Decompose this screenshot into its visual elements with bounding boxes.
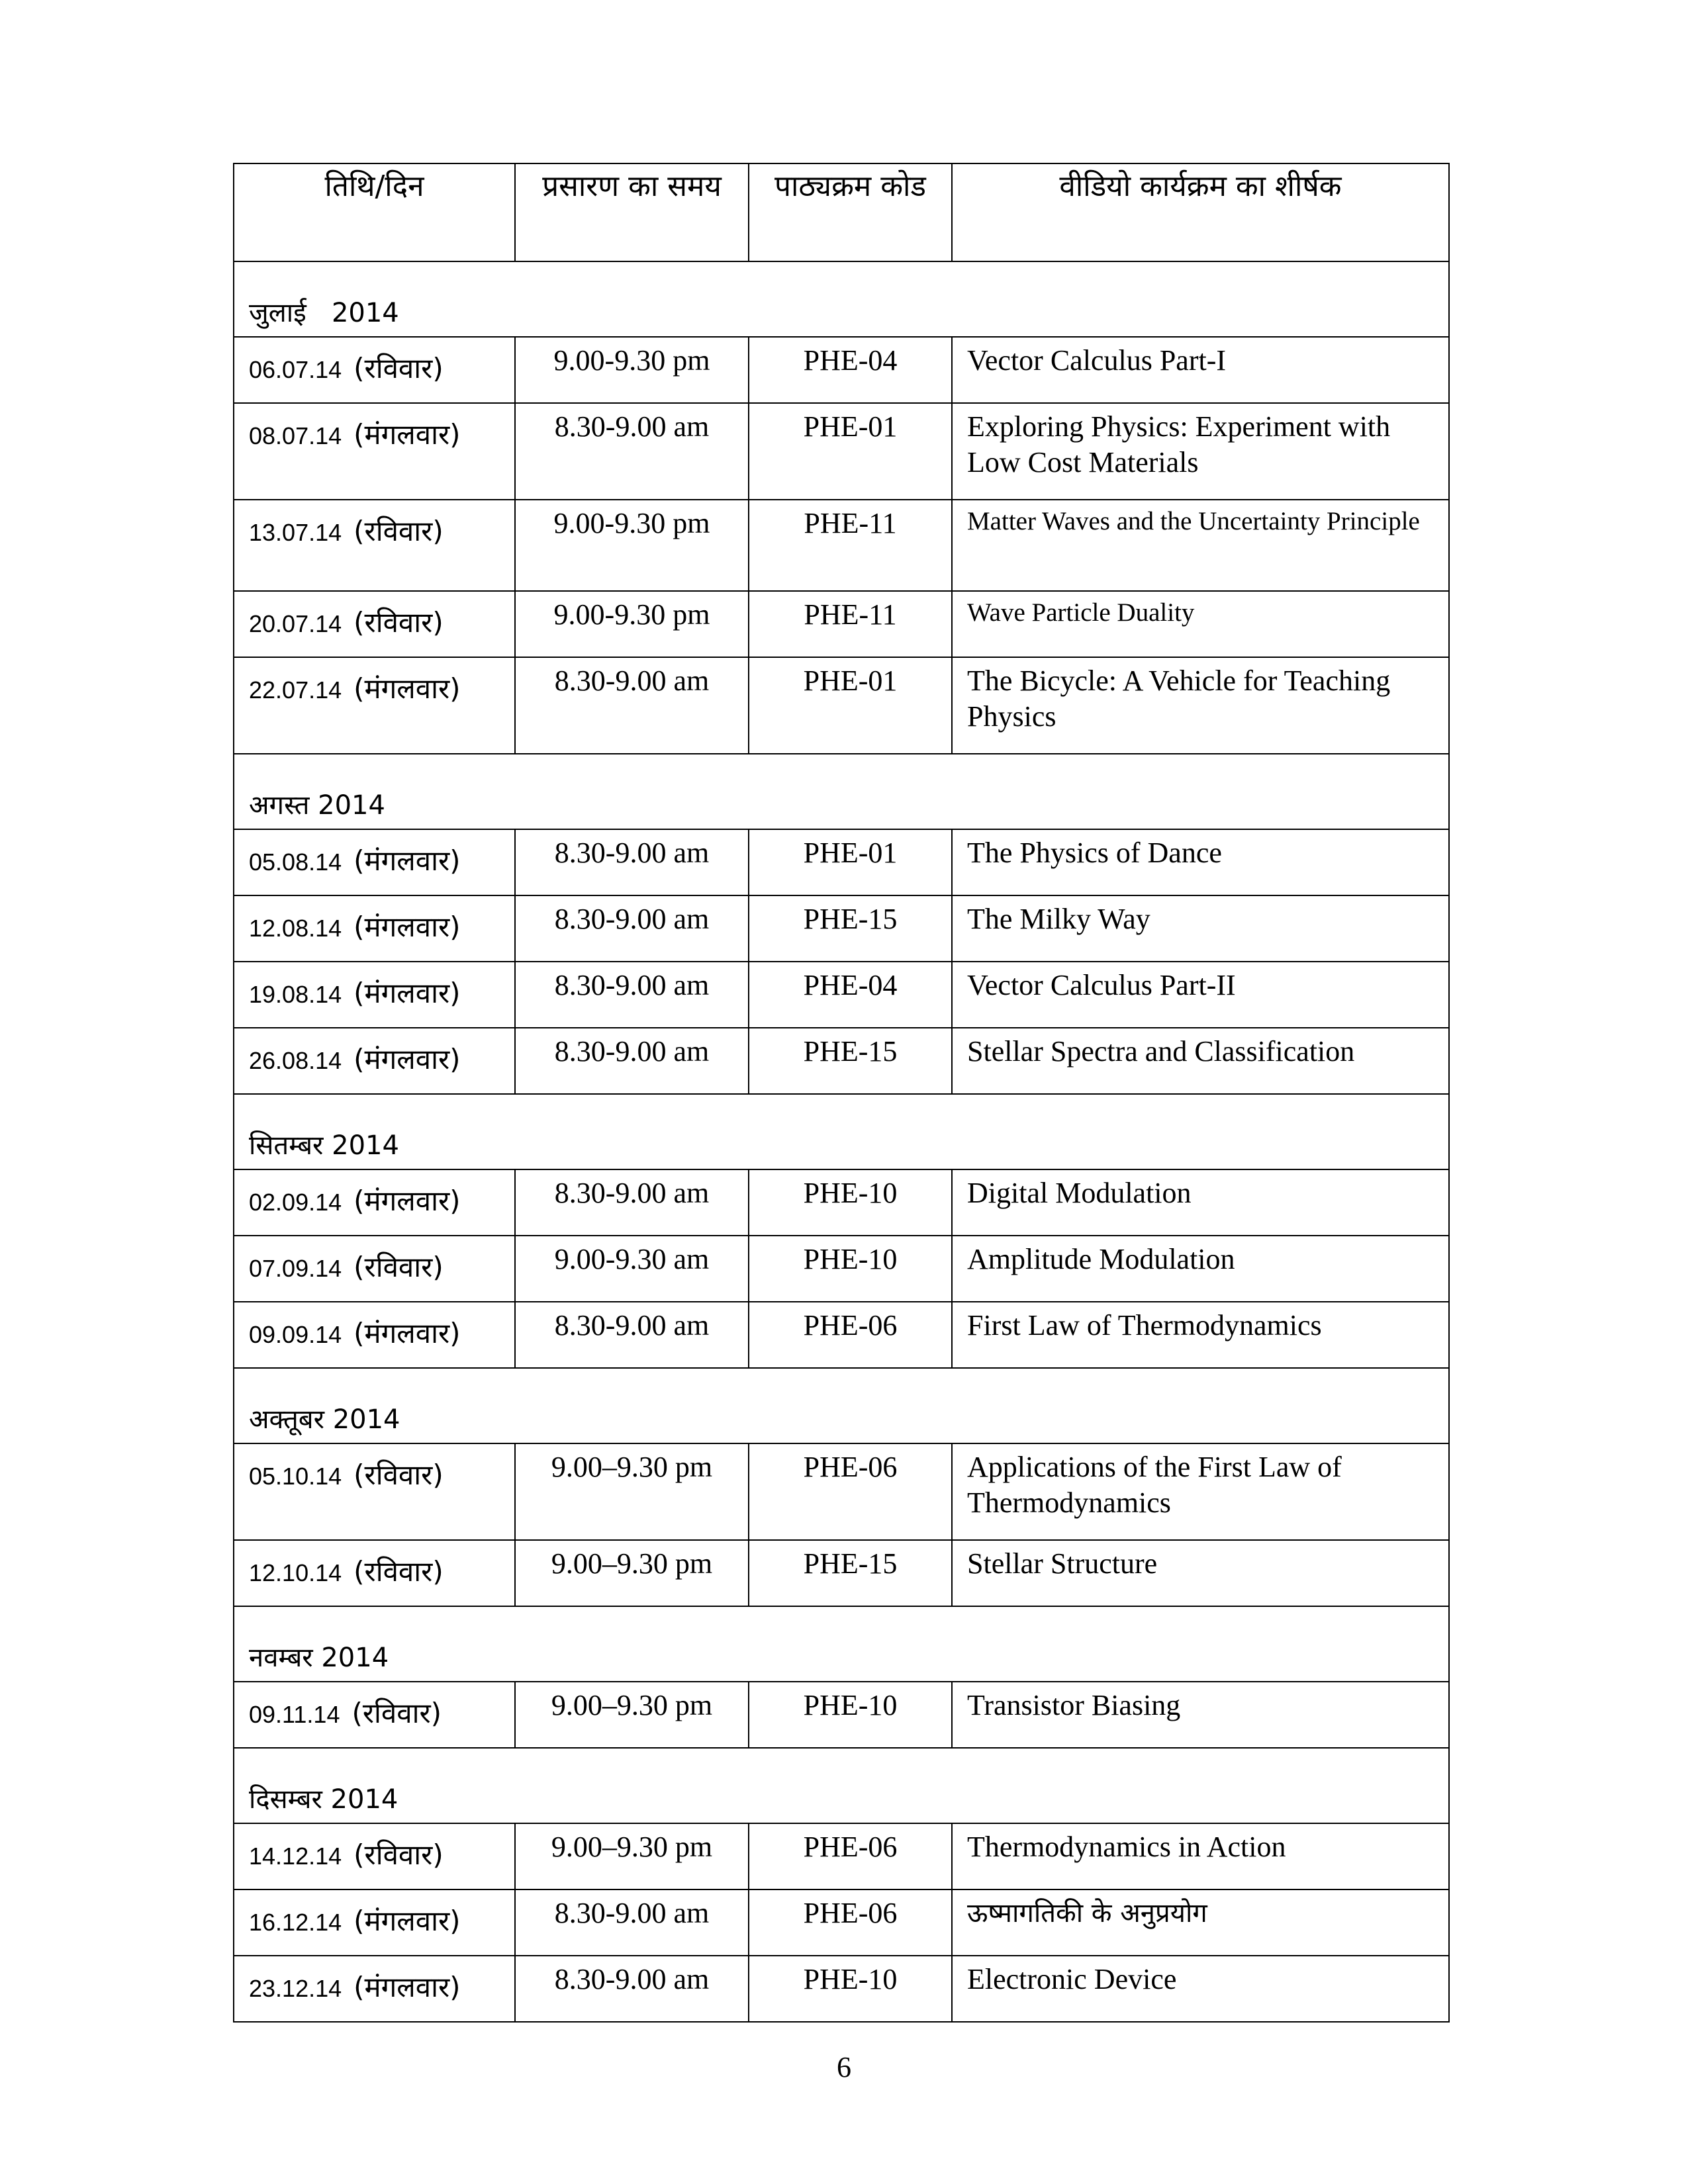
time-cell: 8.30-9.00 am: [515, 1889, 749, 1956]
table-row: [234, 962, 1449, 1028]
code-cell: PHE-04: [749, 337, 952, 403]
month-label: जुलाई 2014: [234, 261, 1449, 337]
date-cell: [234, 1169, 515, 1236]
time-cell: 9.00–9.30 pm: [515, 1540, 749, 1606]
date-value: 23.12.14: [249, 1975, 342, 2002]
time-cell: 9.00-9.30 pm: [515, 591, 749, 657]
date-value: 20.07.14: [249, 610, 342, 637]
day-value: (रविवार): [352, 1697, 442, 1729]
time-cell: 9.00-9.30 pm: [515, 500, 749, 591]
title-cell: The Bicycle: A Vehicle for Teaching Physics: [952, 657, 1449, 754]
date-value: 09.11.14: [249, 1701, 340, 1728]
day-value: (रविवार): [353, 352, 444, 385]
day-value: (रविवार): [353, 1251, 444, 1283]
code-cell: PHE-10: [749, 1236, 952, 1302]
table-row: [234, 1823, 1449, 1889]
month-row-september: [234, 1094, 1449, 1169]
table-row: [234, 1956, 1449, 2022]
title-cell: Exploring Physics: Experiment with Low Cost Materials: [952, 403, 1449, 500]
time-cell: 8.30-9.00 am: [515, 1028, 749, 1094]
day-value: (मंगलवार): [353, 1185, 461, 1217]
month-row-november: [234, 1606, 1449, 1682]
time-cell: 9.00–9.30 pm: [515, 1443, 749, 1540]
date-value: 05.08.14: [249, 848, 342, 876]
day-value: (रविवार): [353, 1459, 444, 1491]
month-row-july: [234, 261, 1449, 337]
title-cell: Vector Calculus Part-II: [952, 962, 1449, 1028]
date-value: 22.07.14: [249, 676, 342, 704]
date-cell: [234, 1236, 515, 1302]
date-value: 09.09.14: [249, 1321, 342, 1348]
date-value: 05.10.14: [249, 1463, 342, 1490]
code-cell: PHE-01: [749, 403, 952, 500]
month-row-august: [234, 754, 1449, 829]
day-value: (मंगलवार): [353, 1043, 461, 1075]
table-row: [234, 829, 1449, 895]
code-cell: PHE-10: [749, 1169, 952, 1236]
title-cell: The Physics of Dance: [952, 829, 1449, 895]
date-cell: [234, 1889, 515, 1956]
date-cell: [234, 962, 515, 1028]
title-cell: Transistor Biasing: [952, 1682, 1449, 1748]
code-cell: PHE-10: [749, 1682, 952, 1748]
table-row: [234, 591, 1449, 657]
time-cell: 9.00–9.30 pm: [515, 1823, 749, 1889]
table-row: [234, 657, 1449, 754]
date-cell: [234, 1956, 515, 2022]
title-cell: First Law of Thermodynamics: [952, 1302, 1449, 1368]
table-row: [234, 1169, 1449, 1236]
code-cell: PHE-15: [749, 895, 952, 962]
title-cell: Thermodynamics in Action: [952, 1823, 1449, 1889]
title-cell: ऊष्मागतिकी के अनुप्रयोग: [952, 1889, 1449, 1956]
header-video-title: वीडियो कार्यक्रम का शीर्षक: [952, 163, 1449, 261]
table-row: [234, 1028, 1449, 1094]
date-cell: [234, 1028, 515, 1094]
table-row: [234, 337, 1449, 403]
time-cell: 8.30-9.00 am: [515, 962, 749, 1028]
time-cell: 8.30-9.00 am: [515, 657, 749, 754]
date-cell: [234, 895, 515, 962]
day-value: (रविवार): [353, 1839, 444, 1871]
date-value: 26.08.14: [249, 1047, 342, 1074]
month-label: नवम्बर 2014: [234, 1606, 1449, 1682]
table-row: [234, 895, 1449, 962]
code-cell: PHE-04: [749, 962, 952, 1028]
date-value: 08.07.14: [249, 422, 342, 449]
table-row: [234, 1236, 1449, 1302]
table-header-row: [234, 163, 1449, 261]
code-cell: PHE-06: [749, 1302, 952, 1368]
time-cell: 8.30-9.00 am: [515, 895, 749, 962]
time-cell: 9.00-9.30 am: [515, 1236, 749, 1302]
code-cell: PHE-11: [749, 591, 952, 657]
code-cell: PHE-15: [749, 1540, 952, 1606]
time-cell: 9.00–9.30 pm: [515, 1682, 749, 1748]
day-value: (रविवार): [353, 1555, 444, 1588]
title-cell: Stellar Spectra and Classification: [952, 1028, 1449, 1094]
time-cell: 8.30-9.00 am: [515, 1169, 749, 1236]
date-cell: [234, 829, 515, 895]
day-value: (रविवार): [353, 606, 444, 639]
code-cell: PHE-06: [749, 1823, 952, 1889]
date-cell: [234, 1682, 515, 1748]
day-value: (मंगलवार): [353, 911, 461, 943]
date-value: 14.12.14: [249, 1843, 342, 1870]
table-row: [234, 1540, 1449, 1606]
month-label: सितम्बर 2014: [234, 1094, 1449, 1169]
day-value: (मंगलवार): [353, 844, 461, 877]
date-cell: [234, 403, 515, 500]
table-row: [234, 500, 1449, 591]
date-value: 16.12.14: [249, 1909, 342, 1936]
table-row: [234, 1443, 1449, 1540]
broadcast-schedule-table: [233, 163, 1450, 2023]
month-row-december: [234, 1748, 1449, 1823]
title-cell: Wave Particle Duality: [952, 591, 1449, 657]
day-value: (मंगलवार): [353, 977, 461, 1009]
date-cell: [234, 1443, 515, 1540]
time-cell: 8.30-9.00 am: [515, 1302, 749, 1368]
date-value: 19.08.14: [249, 981, 342, 1008]
header-date-day: तिथि/दिन: [234, 163, 515, 261]
date-cell: [234, 500, 515, 591]
code-cell: PHE-01: [749, 829, 952, 895]
time-cell: 9.00-9.30 pm: [515, 337, 749, 403]
date-value: 12.08.14: [249, 915, 342, 942]
code-cell: PHE-06: [749, 1443, 952, 1540]
title-cell: The Milky Way: [952, 895, 1449, 962]
date-cell: [234, 1823, 515, 1889]
day-value: (मंगलवार): [353, 672, 461, 705]
day-value: (मंगलवार): [353, 418, 461, 451]
date-cell: [234, 1540, 515, 1606]
date-cell: [234, 591, 515, 657]
date-cell: [234, 337, 515, 403]
title-cell: Matter Waves and the Uncertainty Principle: [952, 500, 1449, 591]
code-cell: PHE-10: [749, 1956, 952, 2022]
title-cell: Vector Calculus Part-I: [952, 337, 1449, 403]
table-row: [234, 1682, 1449, 1748]
time-cell: 8.30-9.00 am: [515, 1956, 749, 2022]
day-value: (मंगलवार): [353, 1971, 461, 2003]
header-broadcast-time: प्रसारण का समय: [515, 163, 749, 261]
page-number: 6: [837, 2051, 851, 2083]
time-cell: 8.30-9.00 am: [515, 829, 749, 895]
title-cell: Electronic Device: [952, 1956, 1449, 2022]
month-label: अगस्त 2014: [234, 754, 1449, 829]
date-value: 06.07.14: [249, 356, 342, 383]
title-cell: Digital Modulation: [952, 1169, 1449, 1236]
month-label: दिसम्बर 2014: [234, 1748, 1449, 1823]
date-value: 13.07.14: [249, 519, 342, 546]
header-course-code: पाठ्यक्रम कोड: [749, 163, 952, 261]
table-row: [234, 403, 1449, 500]
code-cell: PHE-15: [749, 1028, 952, 1094]
date-value: 07.09.14: [249, 1255, 342, 1282]
code-cell: PHE-06: [749, 1889, 952, 1956]
code-cell: PHE-11: [749, 500, 952, 591]
date-cell: [234, 657, 515, 754]
title-cell: Applications of the First Law of Thermodynamics: [952, 1443, 1449, 1540]
day-value: (रविवार): [353, 515, 444, 547]
date-value: 12.10.14: [249, 1559, 342, 1586]
date-cell: [234, 1302, 515, 1368]
month-label: अक्तूबर 2014: [234, 1368, 1449, 1443]
title-cell: Amplitude Modulation: [952, 1236, 1449, 1302]
date-value: 02.09.14: [249, 1189, 342, 1216]
day-value: (मंगलवार): [353, 1317, 461, 1349]
month-row-october: [234, 1368, 1449, 1443]
table-row: [234, 1889, 1449, 1956]
day-value: (मंगलवार): [353, 1905, 461, 1937]
code-cell: PHE-01: [749, 657, 952, 754]
table-row: [234, 1302, 1449, 1368]
title-cell: Stellar Structure: [952, 1540, 1449, 1606]
time-cell: 8.30-9.00 am: [515, 403, 749, 500]
